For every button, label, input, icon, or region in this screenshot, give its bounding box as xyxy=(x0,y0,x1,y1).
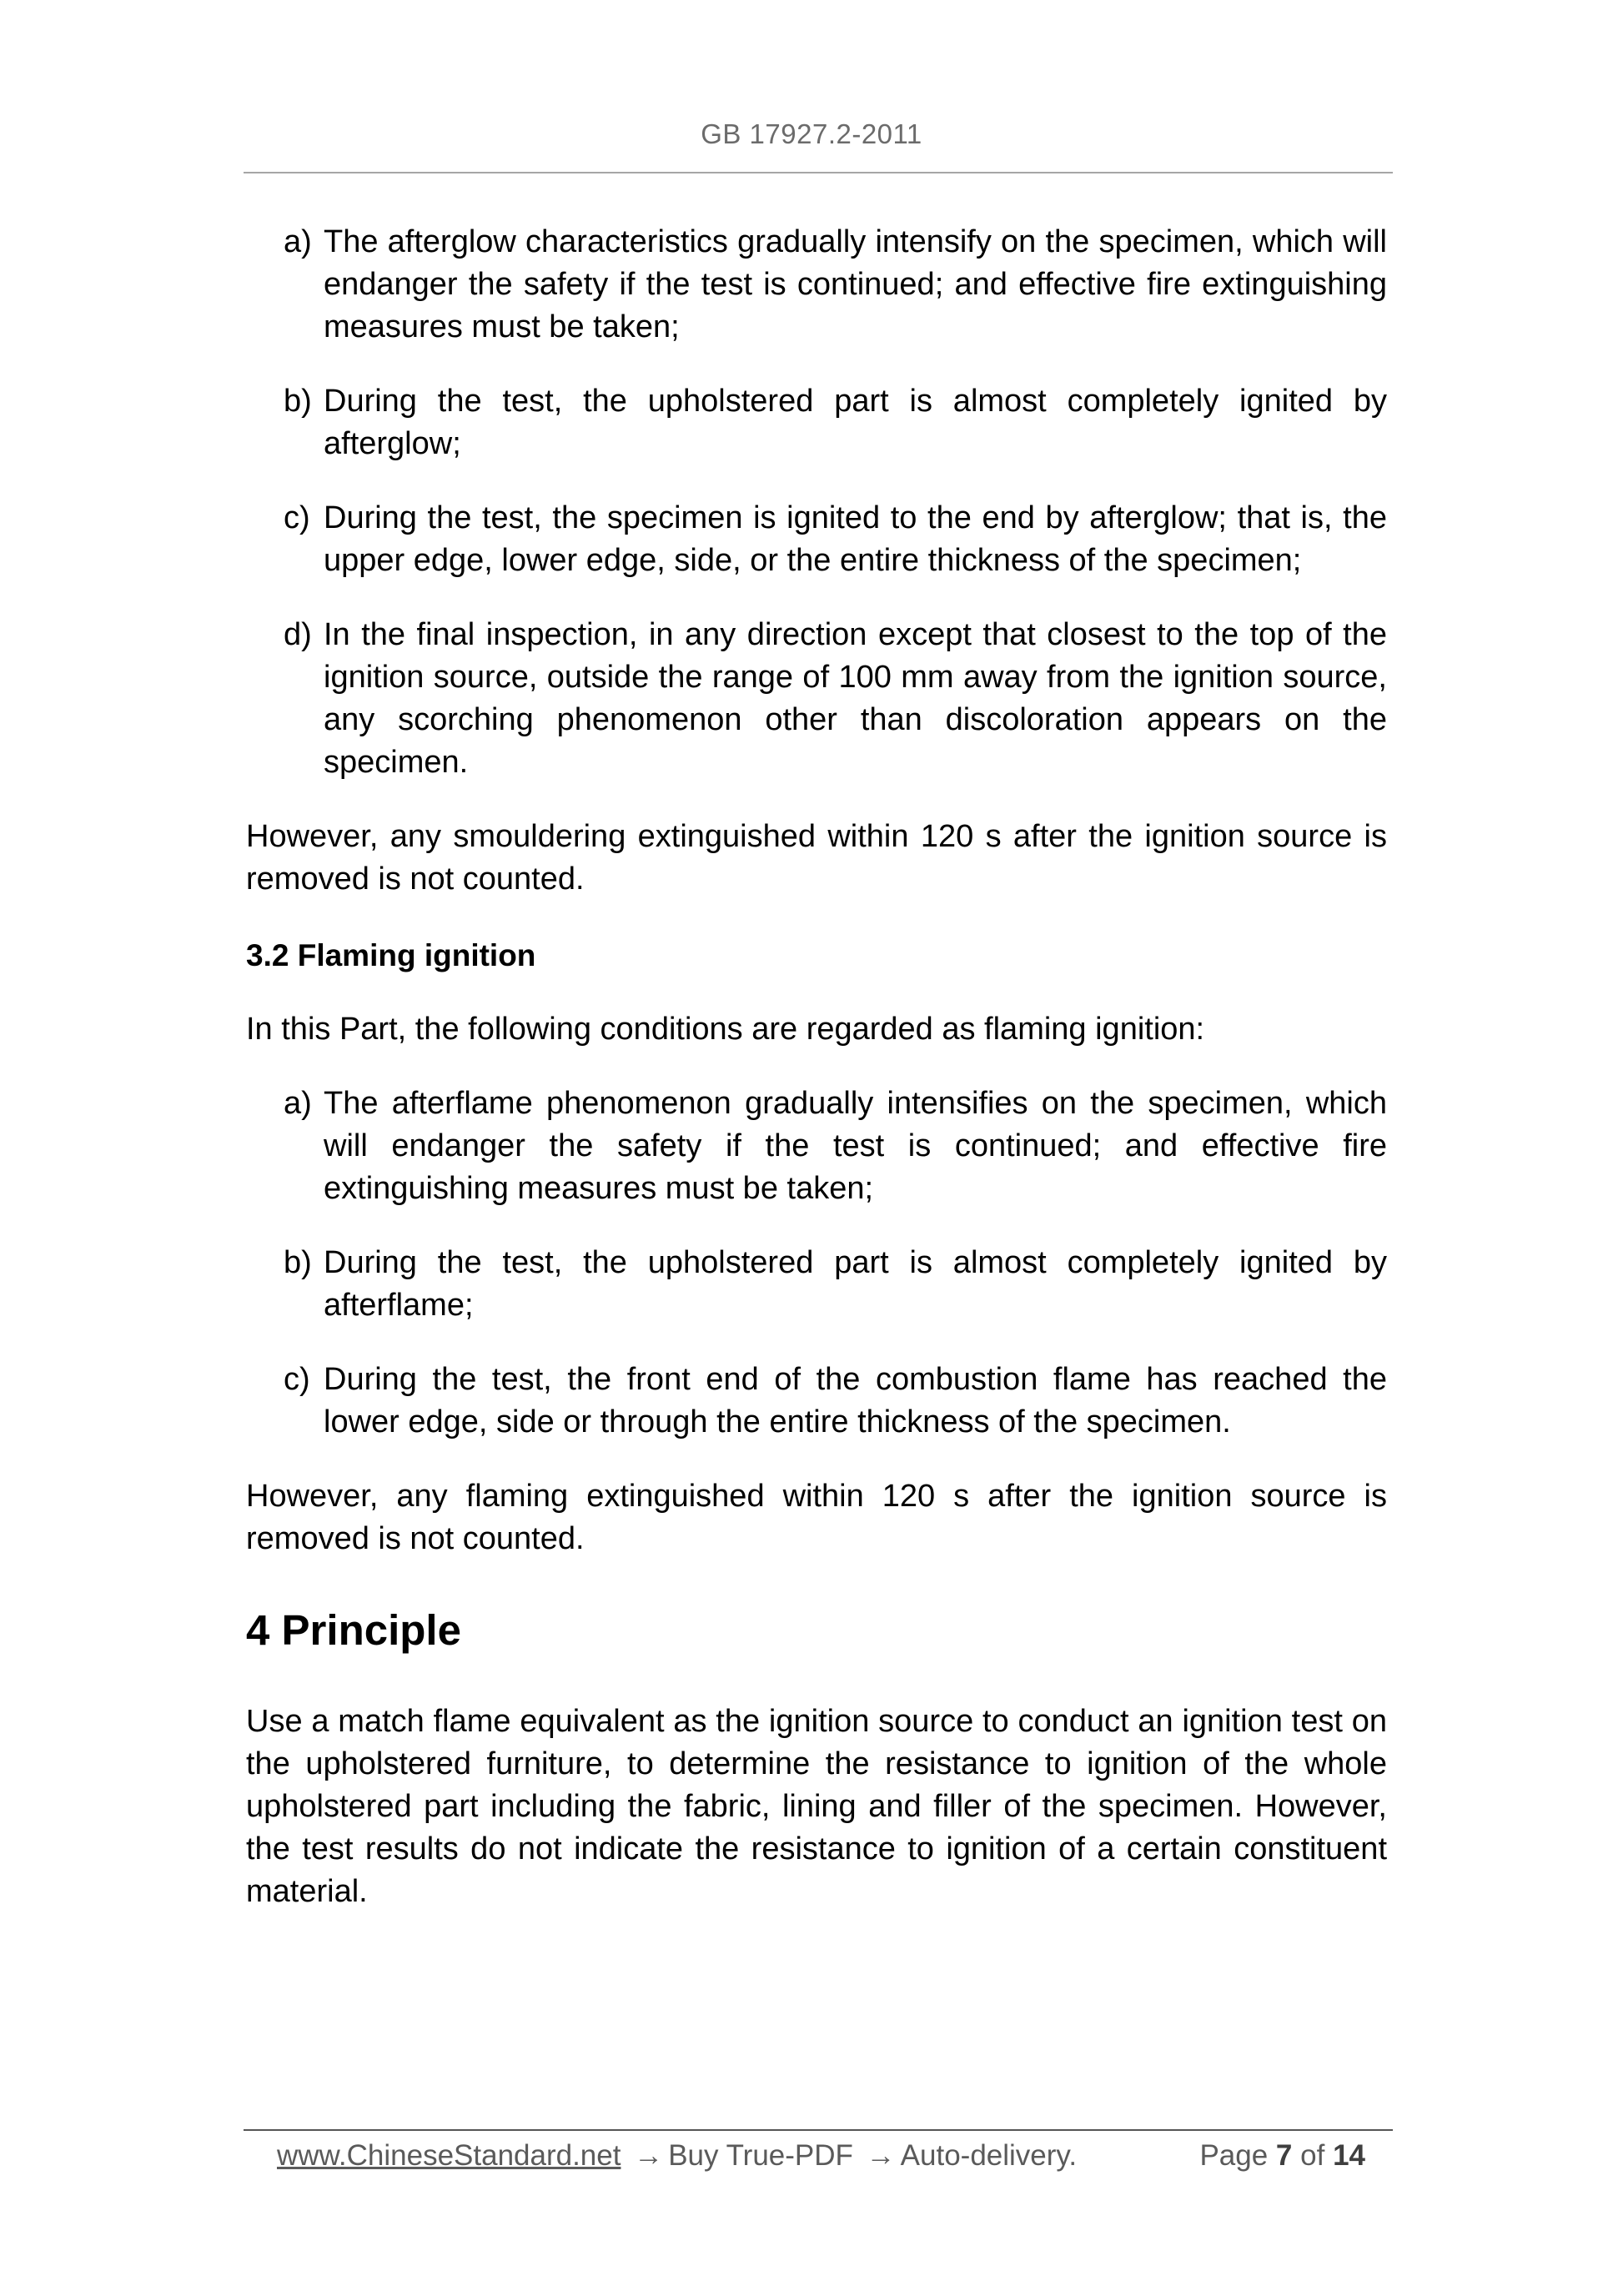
subsection-intro: In this Part, the following conditions are regarded as flaming ignition: xyxy=(246,1012,1205,1047)
list-marker: a) xyxy=(284,224,312,259)
list-item-text: During the test, the upholstered part is almost completely ignited by afterglow; xyxy=(324,384,1387,461)
buy-text: Buy True-PDF xyxy=(668,2139,853,2172)
list-item-3-1-c xyxy=(246,497,1387,582)
subsection-heading-3-2: 3.2 Flaming ignition xyxy=(246,938,536,972)
section-heading-4: 4 Principle xyxy=(246,1606,461,1654)
principle-paragraph: Use a match flame equivalent as the ignition source to conduct an ignition test on the upholstered furniture, to determine the resistance to ignition of the whole upholstered part including the fabric, lining and filler of the specimen. However, the test results do not indicate the resistance to ignition of a certain constituent material. xyxy=(246,1704,1387,1909)
list-marker: d) xyxy=(284,617,312,652)
list-item-text: The afterflame phenomenon gradually intensifies on the specimen, which will endanger the safety if the test is continued; and effective fire extinguishing measures must be taken; xyxy=(324,1086,1387,1206)
list-item-3-1-b xyxy=(246,380,1387,465)
list-marker: a) xyxy=(284,1086,312,1121)
current-page: 7 xyxy=(1275,2139,1293,2172)
list-item-3-2-a xyxy=(246,1083,1387,1210)
list-item-3-2-b xyxy=(246,1242,1387,1327)
delivery-text: Auto-delivery. xyxy=(900,2139,1078,2172)
list-item-3-1-a xyxy=(246,221,1387,349)
arrow-right-icon: → xyxy=(634,2139,664,2172)
footer-divider xyxy=(244,2129,1393,2131)
list-item-text: During the test, the upholstered part is almost completely ignited by afterflame; xyxy=(324,1245,1387,1323)
list-item-text: In the final inspection, in any direction except that closest to the top of the ignition source, outside the range of 100 mm away from the ignition source, any scorching phenomenon other than discoloration appears on the specimen. xyxy=(324,617,1387,780)
list-marker: c) xyxy=(284,1362,310,1397)
footer-promo xyxy=(277,2138,1077,2174)
total-pages: 14 xyxy=(1333,2139,1365,2172)
list-marker: c) xyxy=(284,500,310,535)
document-code-header: GB 17927.2-2011 xyxy=(701,118,922,149)
list-item-3-1-d xyxy=(246,614,1387,784)
list-item-3-2-c xyxy=(246,1359,1387,1444)
arrow-right-icon: → xyxy=(866,2139,896,2172)
smouldering-note: However, any smouldering extinguished within 120 s after the ignition source is removed is not counted. xyxy=(246,819,1387,897)
header-divider xyxy=(244,172,1393,173)
page-number xyxy=(1199,2138,1365,2174)
list-item-text: During the test, the front end of the combustion flame has reached the lower edge, side or through the entire thickness of the specimen. xyxy=(324,1362,1387,1439)
page-of-label: of xyxy=(1300,2139,1325,2172)
list-marker: b) xyxy=(284,384,312,419)
list-item-text: During the test, the specimen is ignited to the end by afterglow; that is, the upper edge, lower edge, side, or the entire thickness of the specimen; xyxy=(324,500,1387,578)
flaming-note: However, any flaming extinguished within 120 s after the ignition source is removed is not counted. xyxy=(246,1479,1387,1556)
page-label: Page xyxy=(1199,2139,1269,2172)
website-link[interactable]: www.ChineseStandard.net xyxy=(277,2139,621,2172)
list-marker: b) xyxy=(284,1245,312,1280)
page-body xyxy=(246,221,1387,1913)
list-item-text: The afterglow characteristics gradually intensify on the specimen, which will endanger the safety if the test is continued; and effective fire extinguishing measures must be taken; xyxy=(324,224,1387,344)
